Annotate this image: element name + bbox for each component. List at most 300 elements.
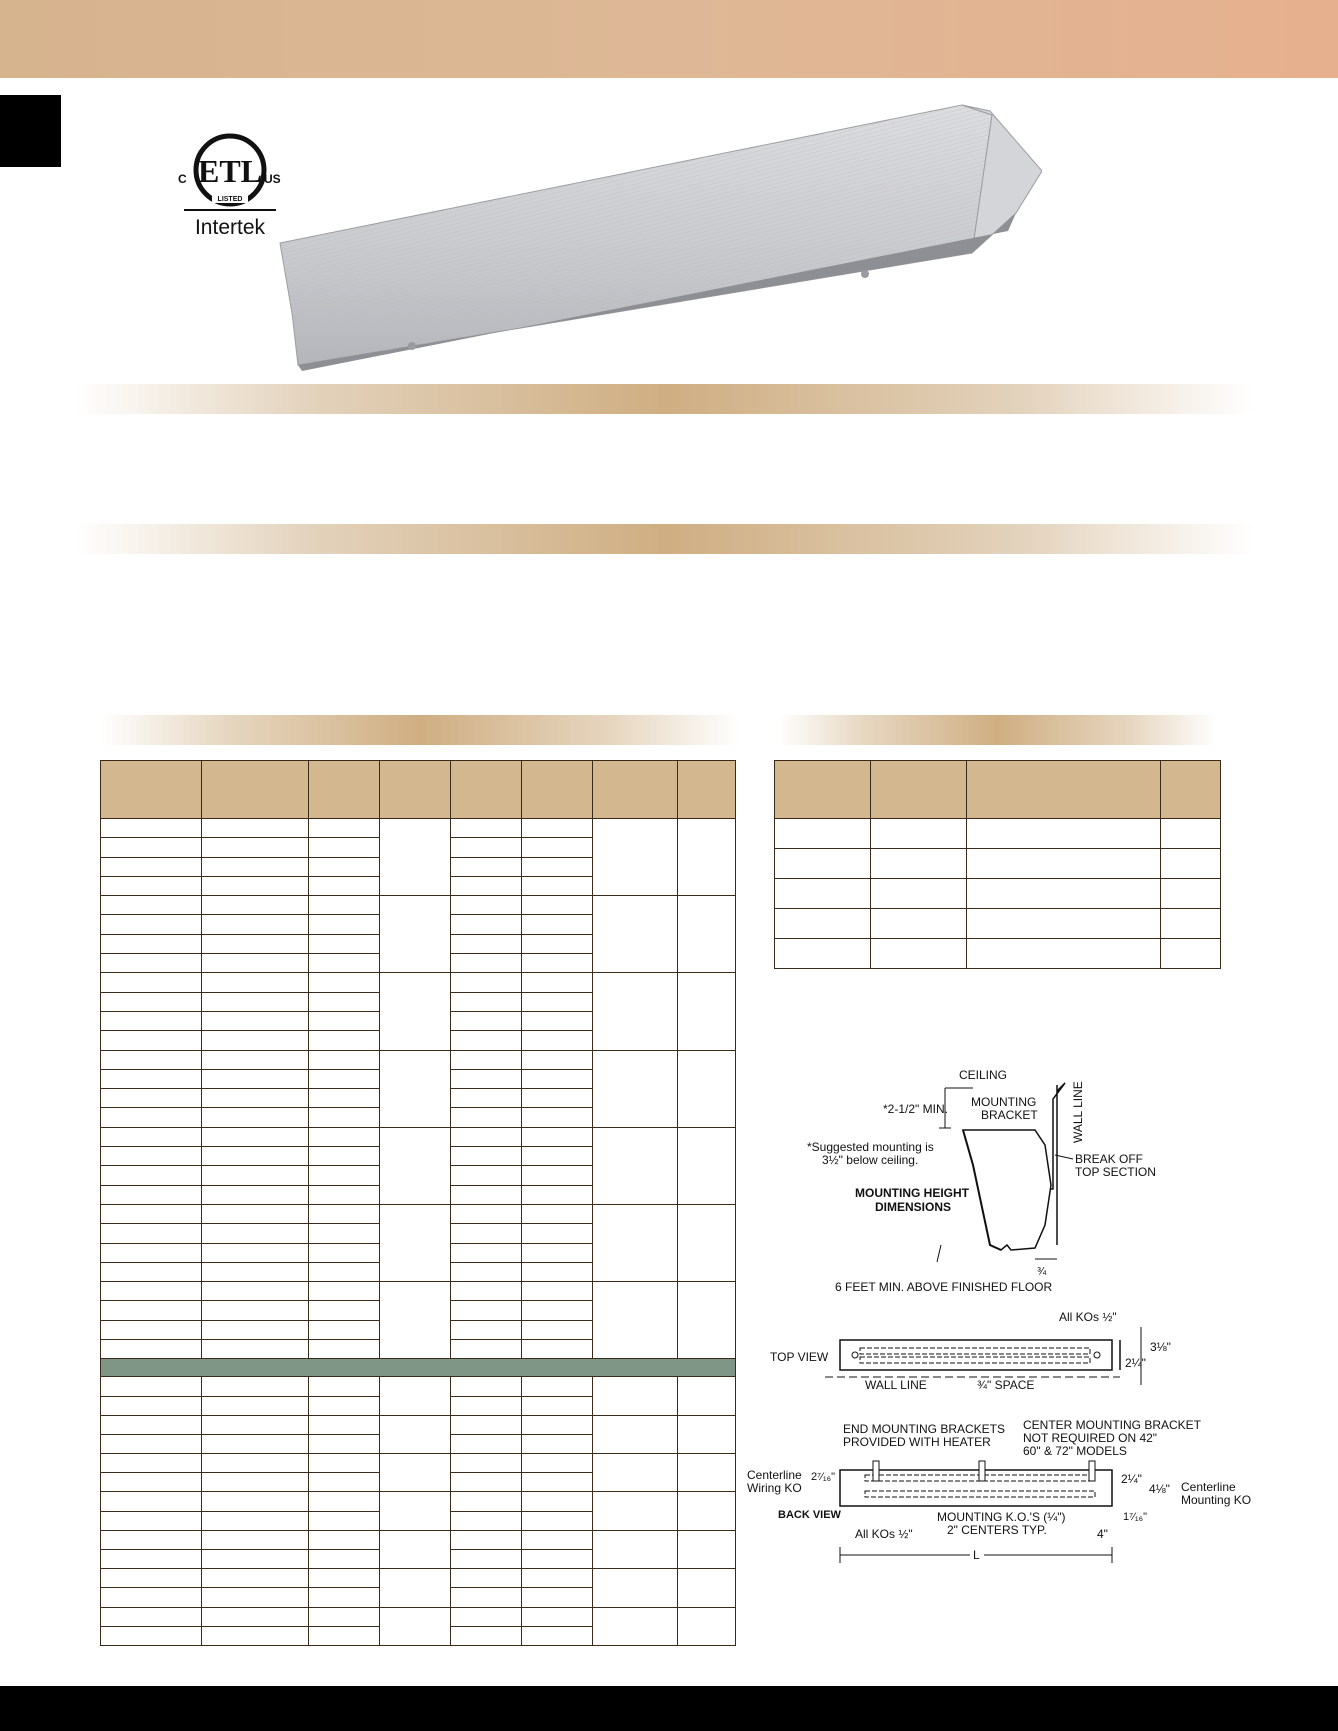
table-cell — [451, 1069, 522, 1088]
table-cell — [101, 896, 202, 915]
accessory-header-row — [775, 761, 1221, 819]
table-cell — [1161, 819, 1221, 849]
table-cell — [202, 1530, 309, 1549]
table-cell — [522, 1530, 593, 1549]
table-cell — [522, 1301, 593, 1320]
table-cell — [522, 934, 593, 953]
section-rule-specs — [100, 715, 740, 745]
table-cell — [967, 849, 1161, 879]
table-cell — [309, 1511, 380, 1530]
all-kos-top-label: All KOs ½" — [1059, 1310, 1117, 1324]
accessory-header-cell — [967, 761, 1161, 819]
table-cell — [202, 992, 309, 1011]
table-cell — [202, 1492, 309, 1511]
table-cell — [522, 1108, 593, 1127]
accessory-row — [775, 909, 1221, 939]
table-cell — [309, 1147, 380, 1166]
table-cell — [202, 876, 309, 895]
section-rule-1 — [75, 384, 1255, 414]
table-cell — [451, 1588, 522, 1607]
centerline-wiring-label-1: Centerline — [747, 1468, 802, 1482]
table-cell — [202, 1204, 309, 1223]
table-cell — [522, 1415, 593, 1434]
top-color-band — [0, 0, 1338, 78]
table-cell — [451, 838, 522, 857]
table-cell — [775, 849, 871, 879]
table-cell-merged — [678, 1454, 736, 1492]
min-top-label: *2-1/2" MIN. — [883, 1102, 948, 1116]
table-row — [101, 1127, 736, 1146]
table-cell-merged — [380, 973, 451, 1050]
table-cell — [522, 915, 593, 934]
table-cell — [309, 1320, 380, 1339]
dim-1-7-16-label: 1⁷⁄₁₆" — [1123, 1511, 1147, 1523]
table-cell — [522, 857, 593, 876]
mounting-kos-label-1: MOUNTING K.O.'S (¼") — [937, 1510, 1066, 1524]
table-cell — [522, 973, 593, 992]
table-cell — [202, 1282, 309, 1301]
table-cell — [202, 1166, 309, 1185]
table-cell — [967, 819, 1161, 849]
table-cell — [202, 1127, 309, 1146]
section-rule-accessories — [778, 715, 1218, 745]
accessory-header-cell — [871, 761, 967, 819]
table-cell-merged — [593, 1204, 678, 1281]
table-cell-merged — [380, 1282, 451, 1359]
suggested-label-2: 3½" below ceiling. — [822, 1153, 919, 1167]
mounting-kos-label-2: 2" CENTERS TYP. — [947, 1523, 1047, 1537]
mounting-dimensions-diagram — [745, 1065, 1265, 1575]
table-cell — [451, 819, 522, 838]
table-cell — [871, 819, 967, 849]
table-cell-merged — [593, 1415, 678, 1453]
table-cell — [522, 838, 593, 857]
table-divider-row — [101, 1359, 736, 1377]
table-cell-merged — [380, 1492, 451, 1530]
table-cell — [309, 1454, 380, 1473]
table-cell — [522, 1550, 593, 1569]
accessory-header-cell — [1161, 761, 1221, 819]
table-cell-merged — [678, 1282, 736, 1359]
table-cell — [522, 992, 593, 1011]
table-cell-merged — [593, 1530, 678, 1568]
etl-us-text: US — [264, 172, 281, 186]
table-cell — [1161, 849, 1221, 879]
table-cell — [101, 1050, 202, 1069]
table-cell — [451, 876, 522, 895]
table-cell — [202, 819, 309, 838]
table-cell — [202, 1243, 309, 1262]
table-cell — [202, 1511, 309, 1530]
table-cell — [101, 954, 202, 973]
table-cell — [451, 1626, 522, 1645]
table-cell — [202, 1396, 309, 1415]
table-cell — [451, 1434, 522, 1453]
dim-3-1-8-label: 3⅛" — [1150, 1340, 1171, 1354]
table-cell-merged — [380, 896, 451, 973]
wall-line-label: WALL LINE — [1071, 1081, 1085, 1143]
table-cell — [967, 909, 1161, 939]
table-cell — [101, 1069, 202, 1088]
table-cell — [522, 1511, 593, 1530]
table-row — [101, 1607, 736, 1626]
table-cell-merged — [593, 1454, 678, 1492]
table-cell — [451, 992, 522, 1011]
center-bracket-label-1: CENTER MOUNTING BRACKET — [1023, 1418, 1202, 1432]
table-cell — [101, 1224, 202, 1243]
table-cell — [101, 1204, 202, 1223]
accessory-row — [775, 939, 1221, 969]
table-cell-merged — [678, 1415, 736, 1453]
table-cell — [522, 1588, 593, 1607]
table-cell — [451, 1530, 522, 1549]
table-cell — [101, 973, 202, 992]
dim-2-1-4-label: 2¼" — [1125, 1356, 1146, 1370]
table-cell — [522, 1243, 593, 1262]
table-cell — [101, 1301, 202, 1320]
table-cell — [871, 909, 967, 939]
table-cell — [101, 915, 202, 934]
table-cell — [775, 939, 871, 969]
spec-header-cell — [451, 761, 522, 819]
table-row — [101, 819, 736, 838]
table-cell — [202, 1473, 309, 1492]
table-cell — [451, 1108, 522, 1127]
table-cell — [309, 1473, 380, 1492]
table-cell — [202, 1089, 309, 1108]
bottom-black-band — [0, 1686, 1338, 1731]
spec-header-cell — [593, 761, 678, 819]
accessory-row — [775, 849, 1221, 879]
table-row — [101, 1492, 736, 1511]
table-cell — [775, 819, 871, 849]
table-cell-merged — [678, 1492, 736, 1530]
table-cell-merged — [678, 819, 736, 896]
table-cell — [522, 1607, 593, 1626]
table-cell — [451, 1204, 522, 1223]
table-row — [101, 1415, 736, 1434]
table-cell — [101, 1243, 202, 1262]
table-cell — [522, 1185, 593, 1204]
table-cell — [522, 1069, 593, 1088]
table-cell — [451, 1089, 522, 1108]
table-cell — [309, 1224, 380, 1243]
ceiling-label: CEILING — [959, 1068, 1008, 1082]
end-brackets-label-1: END MOUNTING BRACKETS — [843, 1422, 1006, 1436]
suggested-label-1: *Suggested mounting is — [807, 1140, 934, 1154]
table-cell — [101, 1434, 202, 1453]
table-cell — [309, 1301, 380, 1320]
table-cell — [101, 1127, 202, 1146]
table-cell — [522, 819, 593, 838]
table-cell — [202, 838, 309, 857]
table-cell — [202, 1415, 309, 1434]
table-cell — [451, 1127, 522, 1146]
table-cell — [522, 1127, 593, 1146]
table-cell — [202, 1569, 309, 1588]
space-label: ¾" SPACE — [977, 1378, 1035, 1392]
table-cell — [101, 1031, 202, 1050]
table-cell-merged — [678, 1569, 736, 1607]
mounting-height-label-2: DIMENSIONS — [875, 1200, 952, 1214]
table-cell-merged — [593, 1050, 678, 1127]
table-cell — [522, 1089, 593, 1108]
table-cell — [101, 934, 202, 953]
table-cell — [309, 1204, 380, 1223]
table-cell — [309, 1031, 380, 1050]
table-cell — [101, 1415, 202, 1434]
spec-header-cell — [309, 761, 380, 819]
table-cell — [522, 954, 593, 973]
table-cell — [451, 1301, 522, 1320]
table-cell — [871, 939, 967, 969]
table-cell — [451, 915, 522, 934]
table-cell — [522, 1147, 593, 1166]
table-cell — [309, 915, 380, 934]
table-cell — [309, 1011, 380, 1030]
table-cell — [309, 1377, 380, 1396]
table-cell — [1161, 939, 1221, 969]
mounting-bracket-label-2: BRACKET — [981, 1108, 1038, 1122]
accessory-header-cell — [775, 761, 871, 819]
intertek-text: Intertek — [194, 216, 266, 239]
table-cell — [451, 1050, 522, 1069]
table-cell — [871, 879, 967, 909]
table-cell — [967, 879, 1161, 909]
table-cell — [451, 1282, 522, 1301]
table-row — [101, 1050, 736, 1069]
table-cell — [775, 879, 871, 909]
table-cell-merged — [678, 1530, 736, 1568]
table-cell — [451, 896, 522, 915]
table-cell — [451, 857, 522, 876]
table-cell-merged — [593, 1492, 678, 1530]
section-tab — [0, 95, 61, 167]
dim-2-1-4-b-label: 2¼" — [1121, 1472, 1142, 1486]
table-cell-merged — [380, 819, 451, 896]
table-cell — [309, 1243, 380, 1262]
table-cell — [202, 1626, 309, 1645]
table-cell — [202, 1434, 309, 1453]
table-cell — [101, 1569, 202, 1588]
table-cell-merged — [678, 1127, 736, 1204]
spec-header-cell — [101, 761, 202, 819]
table-cell — [451, 1550, 522, 1569]
table-cell — [451, 1396, 522, 1415]
table-cell — [309, 1282, 380, 1301]
table-cell-merged — [380, 1569, 451, 1607]
table-cell-merged — [380, 1204, 451, 1281]
table-divider-cell — [101, 1359, 736, 1377]
wall-line-2-label: WALL LINE — [865, 1378, 927, 1392]
table-cell — [309, 876, 380, 895]
table-cell — [202, 1550, 309, 1569]
end-brackets-label-2: PROVIDED WITH HEATER — [843, 1435, 991, 1449]
table-cell — [309, 1607, 380, 1626]
table-cell — [202, 1320, 309, 1339]
back-view-label: BACK VIEW — [778, 1509, 841, 1521]
dim-4-1-8-label: 4⅛" — [1149, 1482, 1170, 1496]
table-cell — [101, 1147, 202, 1166]
table-cell — [101, 1377, 202, 1396]
all-kos-back-label: All KOs ½" — [855, 1527, 913, 1541]
table-cell — [309, 1340, 380, 1359]
table-cell — [309, 1550, 380, 1569]
table-cell — [522, 1011, 593, 1030]
table-cell — [309, 934, 380, 953]
table-cell — [522, 1569, 593, 1588]
table-cell — [309, 1569, 380, 1588]
table-cell — [309, 1089, 380, 1108]
table-cell — [451, 1243, 522, 1262]
table-cell — [101, 1454, 202, 1473]
table-cell — [309, 1415, 380, 1434]
centerline-wiring-label-2: Wiring KO — [747, 1481, 802, 1495]
table-cell — [451, 1511, 522, 1530]
table-cell — [202, 1301, 309, 1320]
table-cell — [202, 1340, 309, 1359]
table-cell-merged — [678, 1607, 736, 1645]
table-cell — [451, 1031, 522, 1050]
table-row — [101, 1569, 736, 1588]
table-cell — [522, 1626, 593, 1645]
table-cell — [522, 1262, 593, 1281]
table-cell-merged — [678, 896, 736, 973]
table-cell — [309, 1396, 380, 1415]
table-cell — [451, 1224, 522, 1243]
table-cell — [101, 1282, 202, 1301]
table-cell — [101, 819, 202, 838]
table-cell — [202, 1031, 309, 1050]
table-row — [101, 1282, 736, 1301]
table-cell — [101, 1492, 202, 1511]
table-cell — [202, 1454, 309, 1473]
table-cell — [309, 1050, 380, 1069]
table-cell — [101, 1108, 202, 1127]
table-cell — [309, 838, 380, 857]
table-cell — [202, 1011, 309, 1030]
table-cell — [967, 939, 1161, 969]
table-row — [101, 1377, 736, 1396]
table-cell — [451, 1473, 522, 1492]
table-cell-merged — [593, 1377, 678, 1415]
table-cell — [451, 1454, 522, 1473]
dim-4-label: 4" — [1097, 1527, 1108, 1541]
table-cell — [309, 896, 380, 915]
specifications-table — [100, 760, 736, 1646]
spec-header-row — [101, 761, 736, 819]
accessory-row — [775, 819, 1221, 849]
table-cell-merged — [380, 1377, 451, 1415]
table-cell — [202, 1588, 309, 1607]
etl-main-text: ETL — [197, 153, 263, 189]
table-cell — [309, 973, 380, 992]
table-cell — [522, 1396, 593, 1415]
table-cell-merged — [380, 1127, 451, 1204]
center-bracket-label-2: NOT REQUIRED ON 42" — [1023, 1431, 1158, 1445]
table-cell — [309, 954, 380, 973]
table-cell — [522, 1377, 593, 1396]
table-cell-merged — [593, 1569, 678, 1607]
table-cell-merged — [380, 1415, 451, 1453]
table-cell — [309, 819, 380, 838]
table-cell — [309, 992, 380, 1011]
table-cell — [451, 1147, 522, 1166]
table-cell — [451, 1262, 522, 1281]
spec-header-cell — [522, 761, 593, 819]
table-cell-merged — [678, 1377, 736, 1415]
table-cell — [101, 1185, 202, 1204]
table-cell — [451, 1377, 522, 1396]
table-cell — [522, 1454, 593, 1473]
table-cell — [451, 1185, 522, 1204]
table-cell — [451, 1569, 522, 1588]
table-cell-merged — [593, 896, 678, 973]
table-cell — [202, 1050, 309, 1069]
table-cell — [101, 1166, 202, 1185]
table-cell — [522, 1340, 593, 1359]
three-quarter-label: ¾ — [1037, 1266, 1047, 1278]
table-cell — [451, 934, 522, 953]
table-cell — [202, 1069, 309, 1088]
floor-note: 6 FEET MIN. ABOVE FINISHED FLOOR — [835, 1280, 1053, 1294]
table-cell — [775, 909, 871, 939]
table-cell — [522, 1473, 593, 1492]
mounting-height-label-1: MOUNTING HEIGHT — [855, 1186, 969, 1200]
table-cell — [451, 1415, 522, 1434]
center-bracket-label-3: 60" & 72" MODELS — [1023, 1444, 1127, 1458]
table-cell — [101, 1011, 202, 1030]
etl-c-text: C — [178, 172, 187, 186]
table-cell — [202, 1185, 309, 1204]
table-cell — [451, 1166, 522, 1185]
spec-header-cell — [678, 761, 736, 819]
table-cell — [202, 1607, 309, 1626]
table-cell — [202, 915, 309, 934]
table-row — [101, 896, 736, 915]
table-cell-merged — [678, 1204, 736, 1281]
table-cell-merged — [380, 1454, 451, 1492]
table-cell — [202, 1224, 309, 1243]
table-cell — [309, 1492, 380, 1511]
table-cell — [309, 1530, 380, 1549]
table-row — [101, 1204, 736, 1223]
table-cell — [451, 1607, 522, 1626]
centerline-mounting-label-1: Centerline — [1181, 1480, 1236, 1494]
table-cell — [202, 1262, 309, 1281]
table-cell — [101, 1089, 202, 1108]
table-cell — [202, 896, 309, 915]
spec-header-cell — [202, 761, 309, 819]
centerline-mounting-label-2: Mounting KO — [1181, 1493, 1252, 1507]
table-cell-merged — [593, 1607, 678, 1645]
table-cell-merged — [593, 1127, 678, 1204]
table-cell — [522, 1166, 593, 1185]
table-cell — [309, 1588, 380, 1607]
table-cell — [522, 1050, 593, 1069]
table-cell — [202, 934, 309, 953]
table-cell — [522, 1031, 593, 1050]
table-cell — [309, 857, 380, 876]
accessories-table — [774, 760, 1221, 969]
mounting-bracket-label-1: MOUNTING — [971, 1095, 1037, 1109]
etl-listed-logo — [176, 124, 284, 242]
table-cell — [522, 896, 593, 915]
table-cell — [871, 849, 967, 879]
table-cell — [202, 857, 309, 876]
table-cell — [101, 1340, 202, 1359]
table-cell — [202, 1377, 309, 1396]
